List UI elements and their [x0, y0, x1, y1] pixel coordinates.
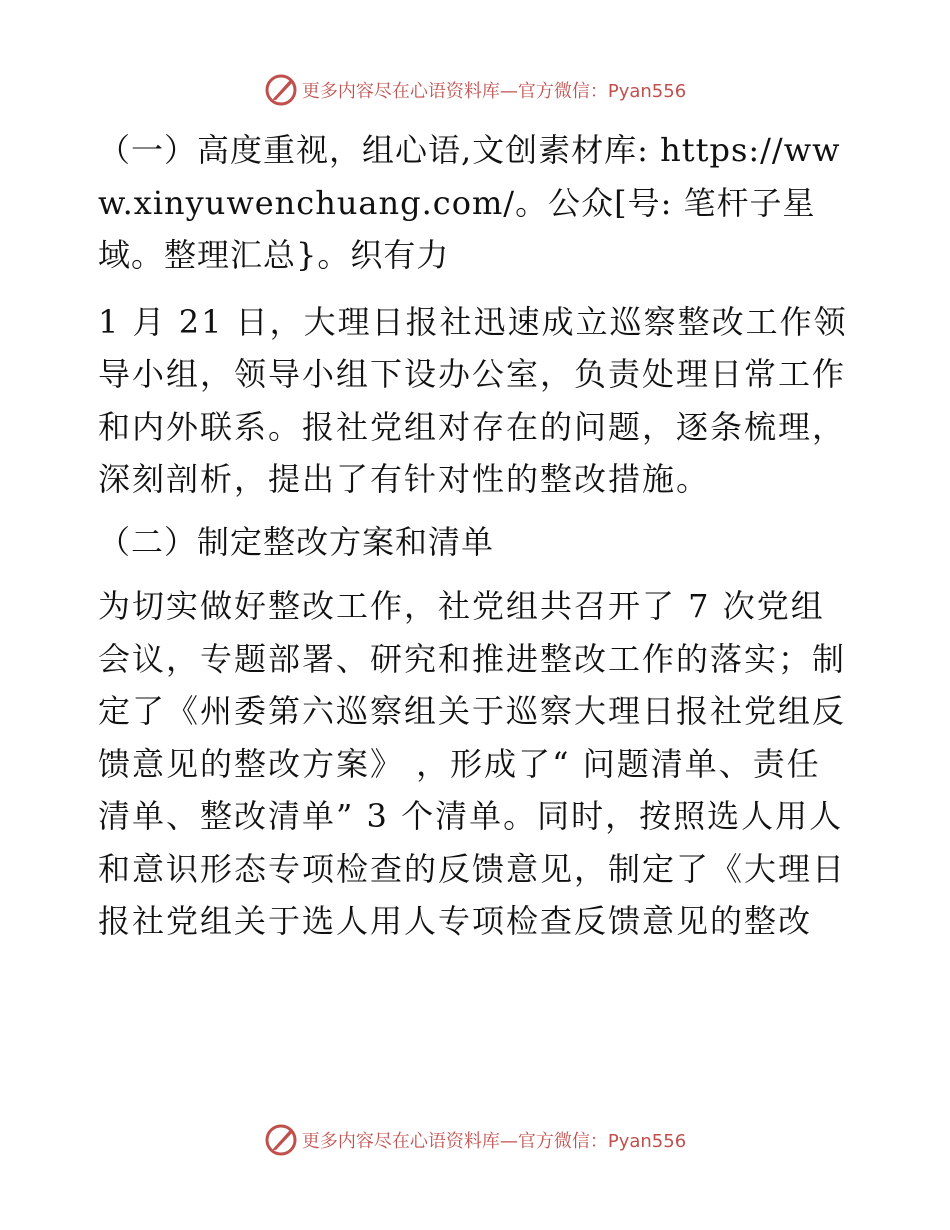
quill-pen-circle-icon	[264, 1123, 298, 1157]
header-banner-text: 更多内容尽在心语资料库—官方微信：Pyan556	[301, 81, 687, 102]
paragraph-section-heading-2: （二）制定整改方案和清单	[98, 522, 495, 561]
paragraph-section-heading-1: （一）高度重视，组心语,文创素材库: https://www.xinyuwenchuang.com/。公众[号: 笔杆子星域。整理汇总}。织有力	[98, 131, 841, 274]
header-banner	[0, 70, 950, 110]
footer-banner-text: 更多内容尽在心语资料库—官方微信：Pyan556	[301, 1131, 687, 1152]
footer-banner	[0, 1120, 950, 1160]
document-body	[98, 124, 850, 958]
quill-pen-circle-icon	[264, 73, 298, 107]
paragraph-body-1: 1 月 21 日，大理日报社迅速成立巡察整改工作领导小组，领导小组下设办公室，负责处理日常工作和内外联系。报社党组对存在的问题，逐条梳理，深刻剖析，提出了有针对性的整改措施。	[98, 302, 848, 498]
paragraph-body-2: 为切实做好整改工作，社党组共召开了 7 次党组会议，专题部署、研究和推进整改工作的落实；制定了《州委第六巡察组关于巡察大理日报社党组反馈意见的整改方案》 ，形成了“ 问题清单、责任清单、整改清单” 3 个清单。同时，按照选人用人和意识形态专项检查的反馈意见，制定了《大理日报社党组关于选人用人专项检查反馈意见的整改	[98, 587, 847, 940]
